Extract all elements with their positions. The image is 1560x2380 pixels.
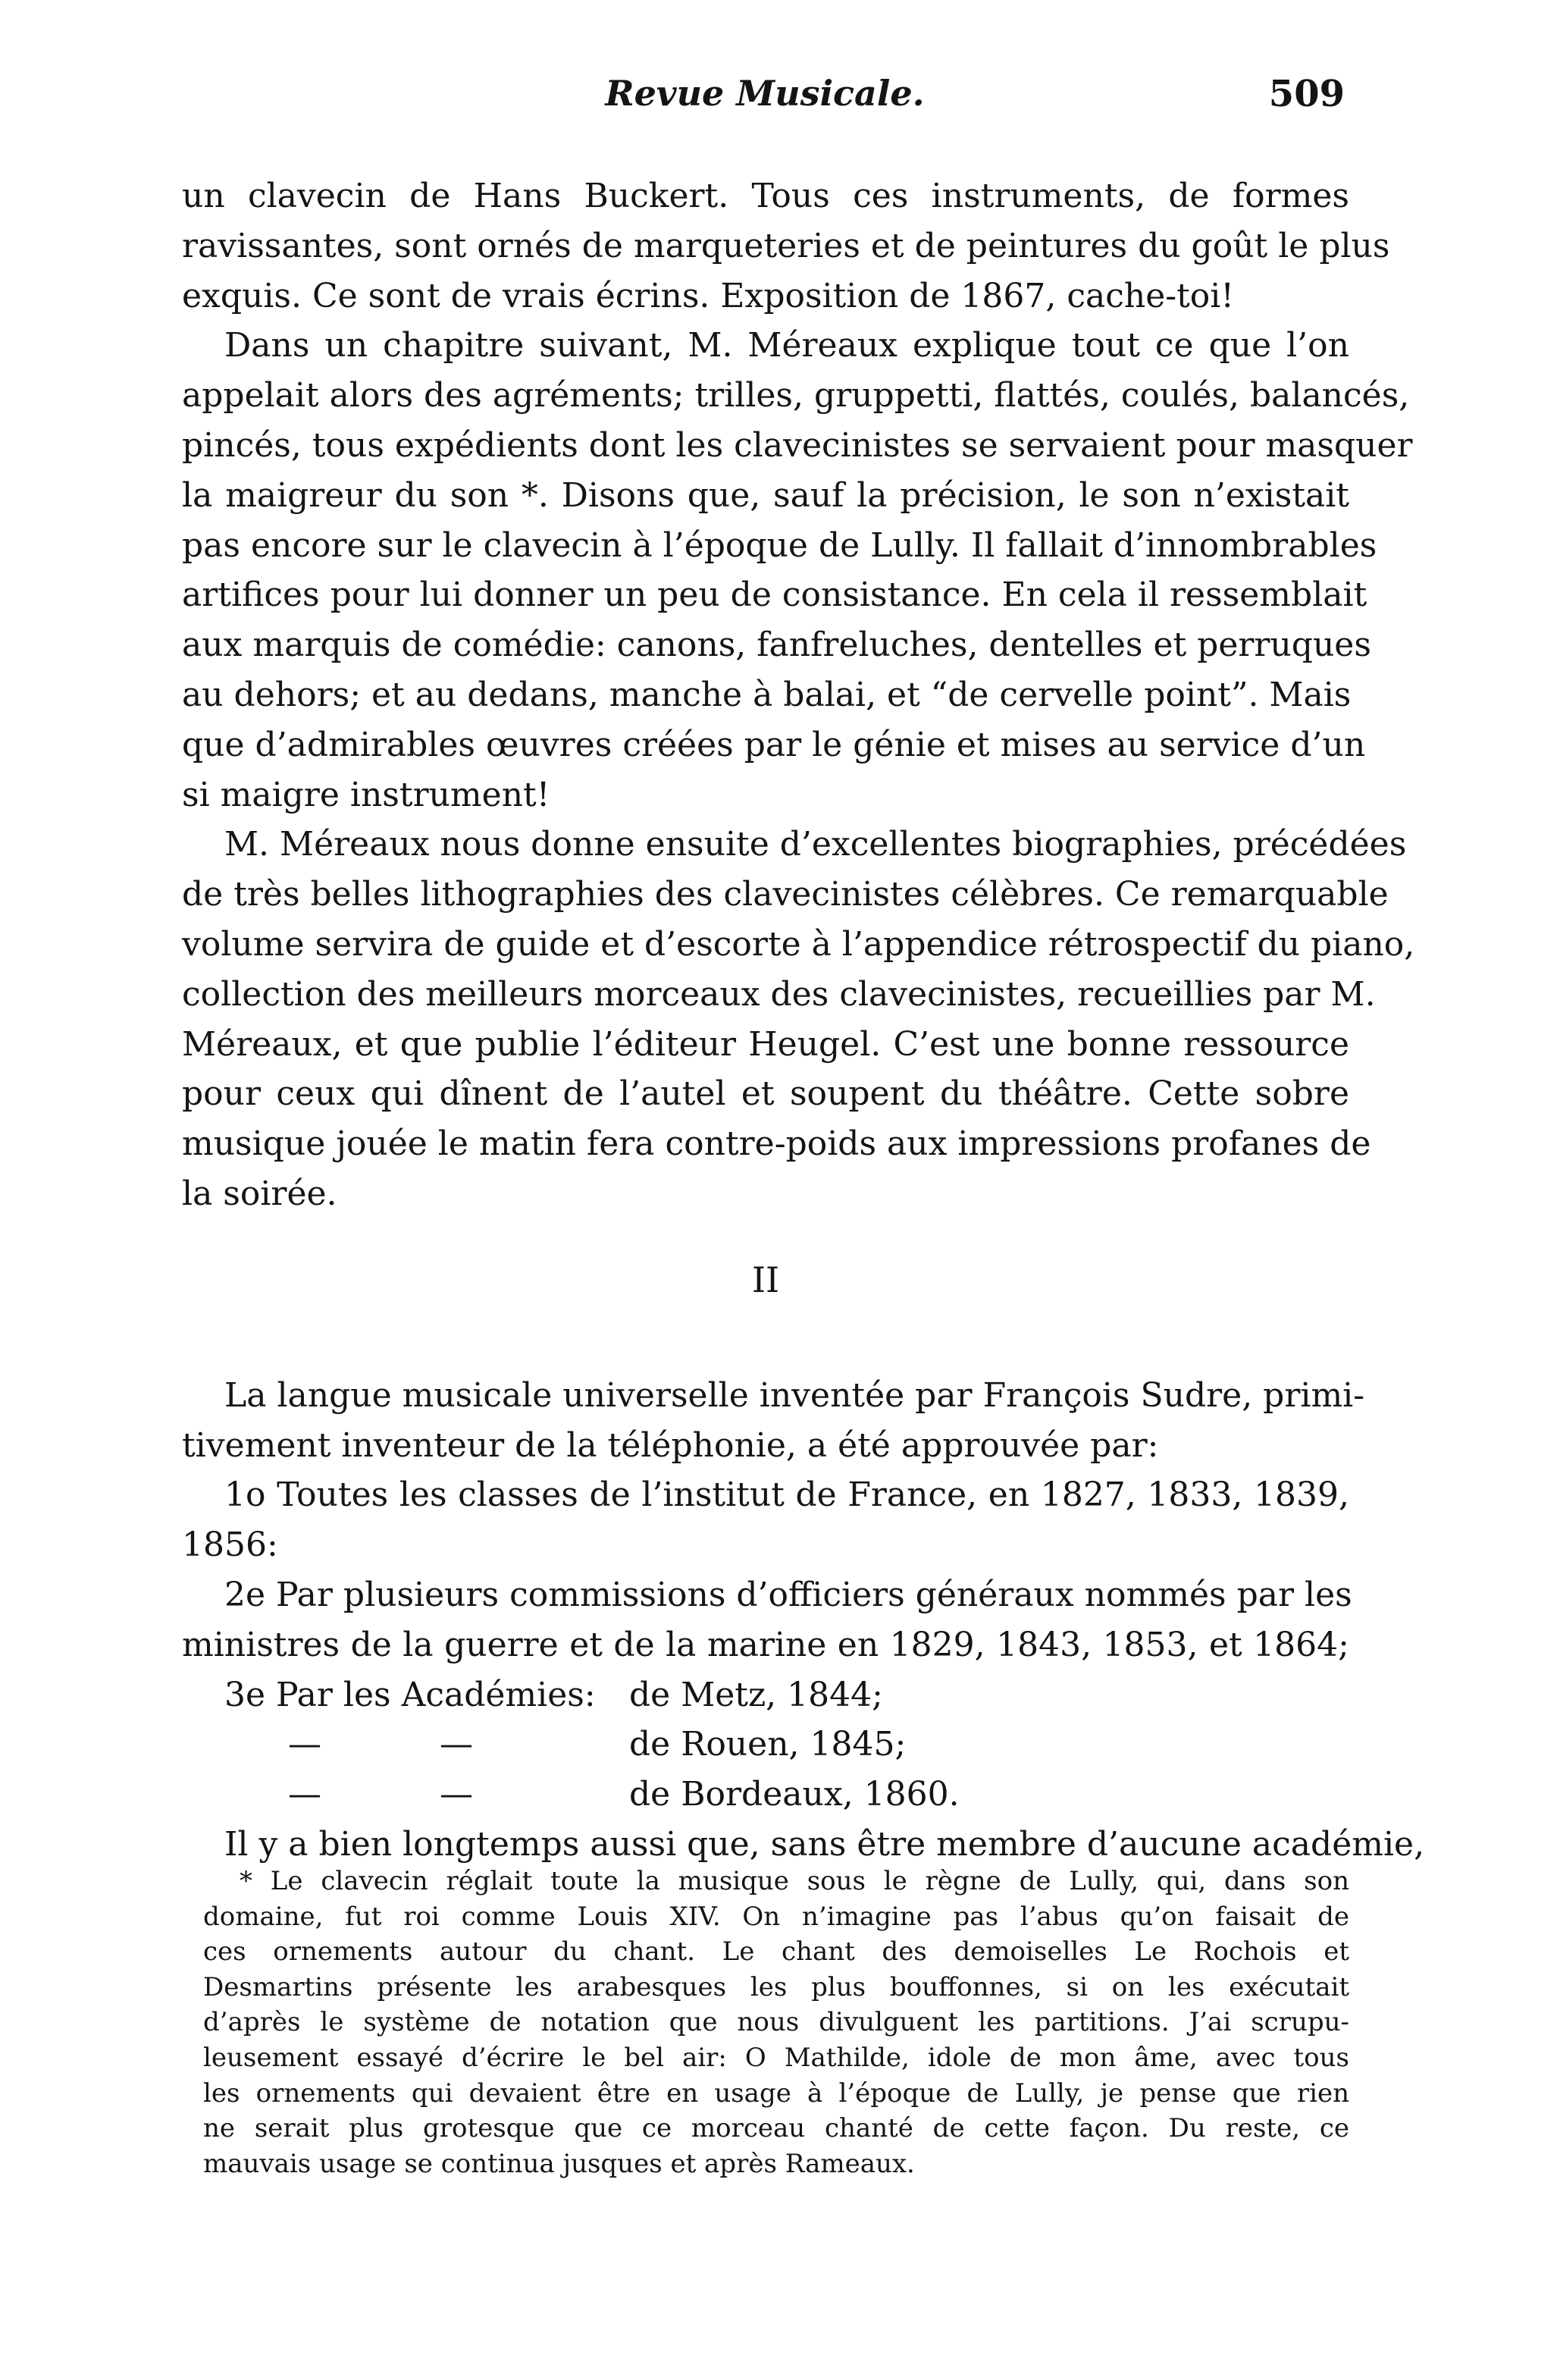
text-line: au dehors; et au dedans, manche à balai, et “de cervelle point”. Mais (182, 675, 1352, 714)
text-line: aux marquis de comédie: canons, fanfreluches, dentelles et perruques (182, 626, 1371, 665)
text-line: tivement inventeur de la téléphonie, a été approuvée par: (182, 1425, 1159, 1465)
list-item (182, 1670, 1349, 1720)
running-title: Revue Musicale. (605, 73, 925, 114)
text-line: de très belles lithographies des clavecinistes célèbres. Ce remarquable (182, 875, 1389, 914)
footnote-line: ces ornements autour du chant. Le chant des demoiselles Le Rochois et (203, 1936, 1349, 1968)
ditto-dash: — (440, 1725, 473, 1764)
text-line: si maigre instrument! (182, 775, 550, 814)
footnote-line: domaine, fut roi comme Louis XIV. On n’imagine pas l’abus qu’on faisait de (203, 1901, 1349, 1932)
text-line: pas encore sur le clavecin à l’époque de Lully. Il fallait d’innombrables (182, 525, 1377, 565)
text-line: 1856: (182, 1526, 278, 1565)
ditto-dash: — (288, 1725, 321, 1764)
text-line: volume servira de guide et d’escorte à l’appendice rétrospectif du piano, (182, 924, 1415, 964)
list-item (182, 1770, 1349, 1820)
text-line: la soirée. (182, 1174, 337, 1213)
list-item: 1o Toutes les classes de l’institut de France, en 1827, 1833, 1839, (224, 1475, 1349, 1515)
footnote-line: * Le clavecin réglait toute la musique sous le règne de Lully, qui, dans son (240, 1866, 1349, 1896)
ditto-dash: — (440, 1775, 473, 1814)
text-line: ravissantes, sont ornés de marqueteries et de peintures du goût le plus (182, 226, 1390, 265)
text-line: pincés, tous expédients dont les clavecinistes se servaient pour masquer (182, 425, 1413, 465)
text-line: ministres de la guerre et de la marine en 1829, 1843, 1853, et 1864; (182, 1625, 1349, 1664)
page-header (185, 73, 1345, 133)
footnote-line: les ornements qui devaient être en usage à l’époque de Lully, je pense que rien (203, 2077, 1349, 2109)
academy-entry: de Bordeaux, 1860. (629, 1775, 960, 1814)
text-line: la maigreur du son *. Disons que, sauf la précision, le son n’existait (182, 475, 1349, 515)
page-number: 509 (1268, 73, 1345, 115)
text-line: Il y a bien longtemps aussi que, sans être membre d’aucune académie, (224, 1824, 1425, 1864)
text-line: Dans un chapitre suivant, M. Méreaux explique tout ce que l’on (224, 326, 1349, 365)
text-line: artifices pour lui donner un peu de consistance. En cela il ressemblait (182, 575, 1367, 615)
academies-lead: 3e Par les Académies: (224, 1675, 596, 1714)
academy-entry: de Metz, 1844; (629, 1675, 883, 1714)
text-line: appelait alors des agréments; trilles, gruppetti, flattés, coulés, balancés, (182, 376, 1410, 415)
text-line: La langue musicale universelle inventée par François Sudre, primi- (224, 1375, 1365, 1415)
academy-entry: de Rouen, 1845; (629, 1725, 907, 1764)
ditto-dash: — (288, 1775, 321, 1814)
footnote-line: d’après le système de notation que nous divulguent les partitions. J’ai scrupu- (203, 2007, 1349, 2038)
text-line: M. Méreaux nous donne ensuite d’excellentes biographies, précédées (224, 825, 1407, 864)
footnote-line: Desmartins présente les arabesques les plus bouffonnes, si on les exécutait (203, 1971, 1349, 2002)
text-line: un clavecin de Hans Buckert. Tous ces instruments, de formes (182, 177, 1349, 215)
list-item: 2e Par plusieurs commissions d’officiers généraux nommés par les (224, 1575, 1352, 1614)
section-heading: II (751, 1259, 780, 1300)
footnote-line: leusement essayé d’écrire le bel air: O Mathilde, idole de mon âme, avec tous (203, 2042, 1349, 2073)
list-item (182, 1720, 1349, 1770)
footnote-line: mauvais usage se continua jusques et après Rameaux. (203, 2148, 915, 2179)
footnote-line: ne serait plus grotesque que ce morceau chanté de cette façon. Du reste, ce (203, 2113, 1349, 2144)
text-line: pour ceux qui dînent de l’autel et soupent du théâtre. Cette sobre (182, 1074, 1349, 1114)
text-line: collection des meilleurs morceaux des clavecinistes, recueillies par M. (182, 974, 1376, 1014)
footnote (203, 1864, 1349, 2181)
text-line: exquis. Ce sont de vrais écrins. Exposition de 1867, cache-toi! (182, 276, 1235, 315)
text-line: Méreaux, et que publie l’éditeur Heugel. C’est une bonne ressource (182, 1024, 1349, 1064)
body-text (182, 171, 1425, 1870)
text-line: musique jouée le matin fera contre-poids aux impressions profanes de (182, 1124, 1371, 1164)
text-line: que d’admirables œuvres créées par le génie et mises au service d’un (182, 725, 1366, 764)
